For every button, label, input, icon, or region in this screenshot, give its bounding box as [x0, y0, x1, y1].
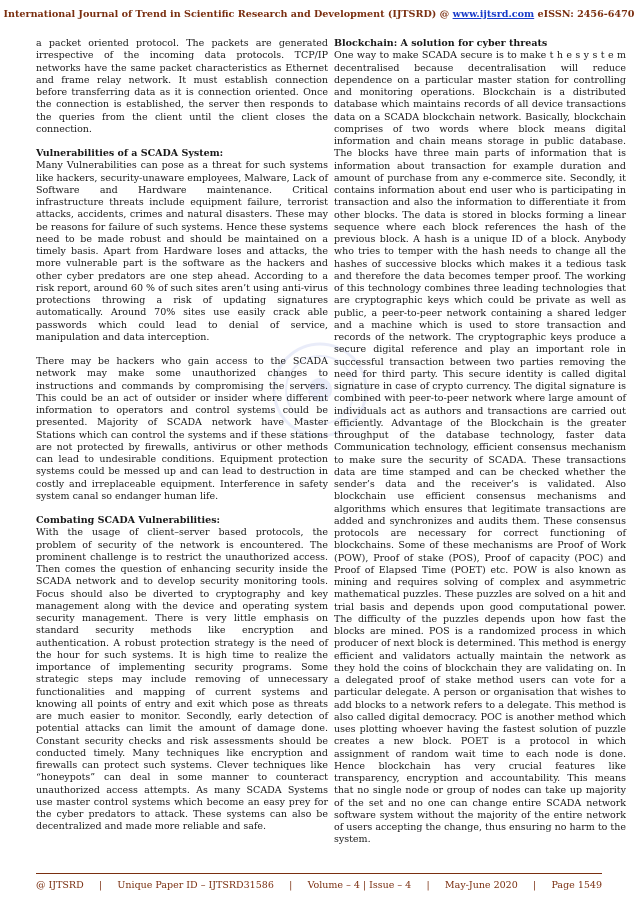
journal-name: International Journal of Trend in Scientific Research and Development (IJTSRD) @ [3, 9, 453, 20]
paragraph: One way to make SCADA secure is to make t h e s y s t e m decentralised because decentralisation will reduce dependence on a particular master station for controlling and monitoring operations. Blockchain is a distributed database which maintains records of all device transactions data on a SCADA blockchain network. Basically, blockchain comprises of two words where block means digital information and chain means storage in public database. The blocks have three main parts of information that is information about transaction for example duration and amount of purchase from any e-commerce site. Secondly, it contains information about end user who is participating in transaction and also the information to differentiate it from other blocks. The data is stored in blocks forming a linear sequence where each block references the hash of the previous block. A hash is a unique ID of a block. Anybody who tries to temper with the hash needs to change all the hashes of successive blocks which makes it a tedious task and therefore the data becomes temper proof. The working of this technology combines three leading technologies that are cryptographic keys which could be private as well as public, a peer-to-peer network containing a shared ledger and a machine which is used to store transaction and records of the network. The cryptographic keys produce a secure digital reference and play an important role in successful transaction between two parties removing the need for third party. This secure identity is called digital signature in case of crypto currency. The digital signature is combined with peer-to-peer network where large amount of individuals act as authors and transactions are carried out efficiently. Advantage of the Blockchain is the greater throughput of the database technology, faster data Communication technology, efficient consensus mechanism to make sure the security of SCADA. These transactions data are time stamped and can be checked whether the sender’s data and the receiver’s is validated. Also blockchain use efficient consensus mechanisms and algorithms which ensures that legitimate transactions are added and synchronizes and audits them. These consensus protocols are necessary for correct functioning of blockchains. Some of these mechanisms are Proof of Work (POW), Proof of stake (POS), Proof of capacity (POC) and Proof of Elapsed Time (POET) etc. POW is also known as mining and requires solving of complex and asymmetric mathematical puzzles. These puzzles are solved on a hit and trial basis and depends upon good computational power. The difficulty of the puzzles depends upon how fast the blocks are mined. POS is a randomized process in which producer of next block is determined. This method is energy efficient and validators actually maintain the network as they hold the coins of blockchain they are validating on. In a delegated proof of stake method users can vote for a particular delegate. A person or organisation that wishes to add blocks to a network refers to a delegate. This method is also called digital democracy. POC is another method which uses plotting whoever having the fastest solution of puzzle creates a new block. POET is a protocol in which assignment of random wait time to each node is done. Hence blockchain has very crucial features like transparency, encryption and accountability. This means that no single node or group of nodes can take up majority of the set and no one can change entire SCADA network software system without the majority of the entire network of users accepting the change, thus ensuring no harm to the system. [334, 50, 626, 846]
section-heading: Blockchain: A solution for cyber threats [334, 38, 548, 49]
footer-paper-id: Unique Paper ID – IJTSRD31586 [117, 880, 274, 891]
footer-date: May-June 2020 [444, 880, 518, 891]
journal-url-link[interactable]: www.ijtsrd.com [452, 9, 535, 20]
paragraph: There may be hackers who gain access to the SCADA network may make some unauthorized changes to instructions and commands by compromising the servers. This could be an act of outsider or insider where different information to operators and control systems could be presented. Majority of SCADA network have Master Stations which can control the systems and if these stations are not protected by firewalls, antivirus or other methods can lead to undesirable conditions. Equipment protection systems could be messed up and can lead to destruction in costly and irreplaceable equipment. Interference in safety system canal so endanger human life. [36, 356, 328, 502]
footer-divider [36, 873, 602, 874]
left-column [36, 38, 328, 834]
page-footer [36, 880, 602, 891]
footer-journal: @ IJTSRD [36, 880, 84, 891]
section-heading: Vulnerabilities of a SCADA System: [36, 148, 224, 159]
right-column [334, 38, 626, 847]
paragraph: Many Vulnerabilities can pose as a threat for such systems like hackers, security-unaware employees, Malware, Lack of Software and Hardware maintenance. Critical infrastructure threats include equipment failure, terrorist attacks, accidents, crimes and natural disasters. These may be reasons for failure of such systems. Hence these systems need to be made robust and should be maintained on a timely basis. Apart from Hardware loses and attacks, the more vulnerable part is the software as the hackers and other cyber predators are one step ahead. According to a risk report, around 60 % of such sites aren’t using anti-virus protections throwing a risk of updating signatures automatically. Around 70% sites use easily crack able passwords which could lead to denial of service, manipulation and data interception. [36, 160, 328, 343]
journal-issn: eISSN: 2456-6470 [534, 9, 635, 20]
paragraph: a packet oriented protocol. The packets are generated irrespective of the incoming data protocols. TCP/IP networks have the same packet characteristics as Ethernet and frame relay network. It must establish connection before transferring data as it is connection oriented. Once the connection is established, the server then responds to the queries from the client until the client closes the connection. [36, 38, 328, 135]
footer-separator: | [98, 880, 103, 891]
paragraph: With the usage of client–server based protocols, the problem of security of the network is encountered. The prominent challenge is to restrict the unauthorized access. Then comes the question of enhancing security inside the SCADA network and to develop security monitoring tools. Focus should also be diverted to cryptography and key management along with the device and operating system security management. There is very little emphasis on standard security methods like encryption and authentication. A robust protection strategy is the need of the hour for such systems. It is high time to realize the importance of implementing security programs. Some strategic steps may include removing of unnecessary functionalities and mapping of current systems and knowing all points of entry and exit which pose as threats are much easier to monitor. Secondly, early detection of potential attacks can limit the amount of damage done. Constant security checks and risk assessments should be conducted timely. Many techniques like encryption and firewalls can protect such systems. Clever techniques like “honeypots” can deal in some manner to counteract unauthorized access attempts. As many SCADA Systems use master control systems which become an easy prey for the cyber predators to attack. These systems can also be decentralized and made more reliable and safe. [36, 527, 328, 833]
journal-header [0, 9, 638, 20]
footer-volume: Volume – 4 | Issue – 4 [307, 880, 412, 891]
footer-separator: | [426, 880, 430, 891]
footer-page-number: Page 1549 [551, 880, 602, 891]
footer-separator: | [289, 880, 293, 891]
footer-separator: | [533, 880, 537, 891]
section-heading: Combating SCADA Vulnerabilities: [36, 515, 221, 526]
